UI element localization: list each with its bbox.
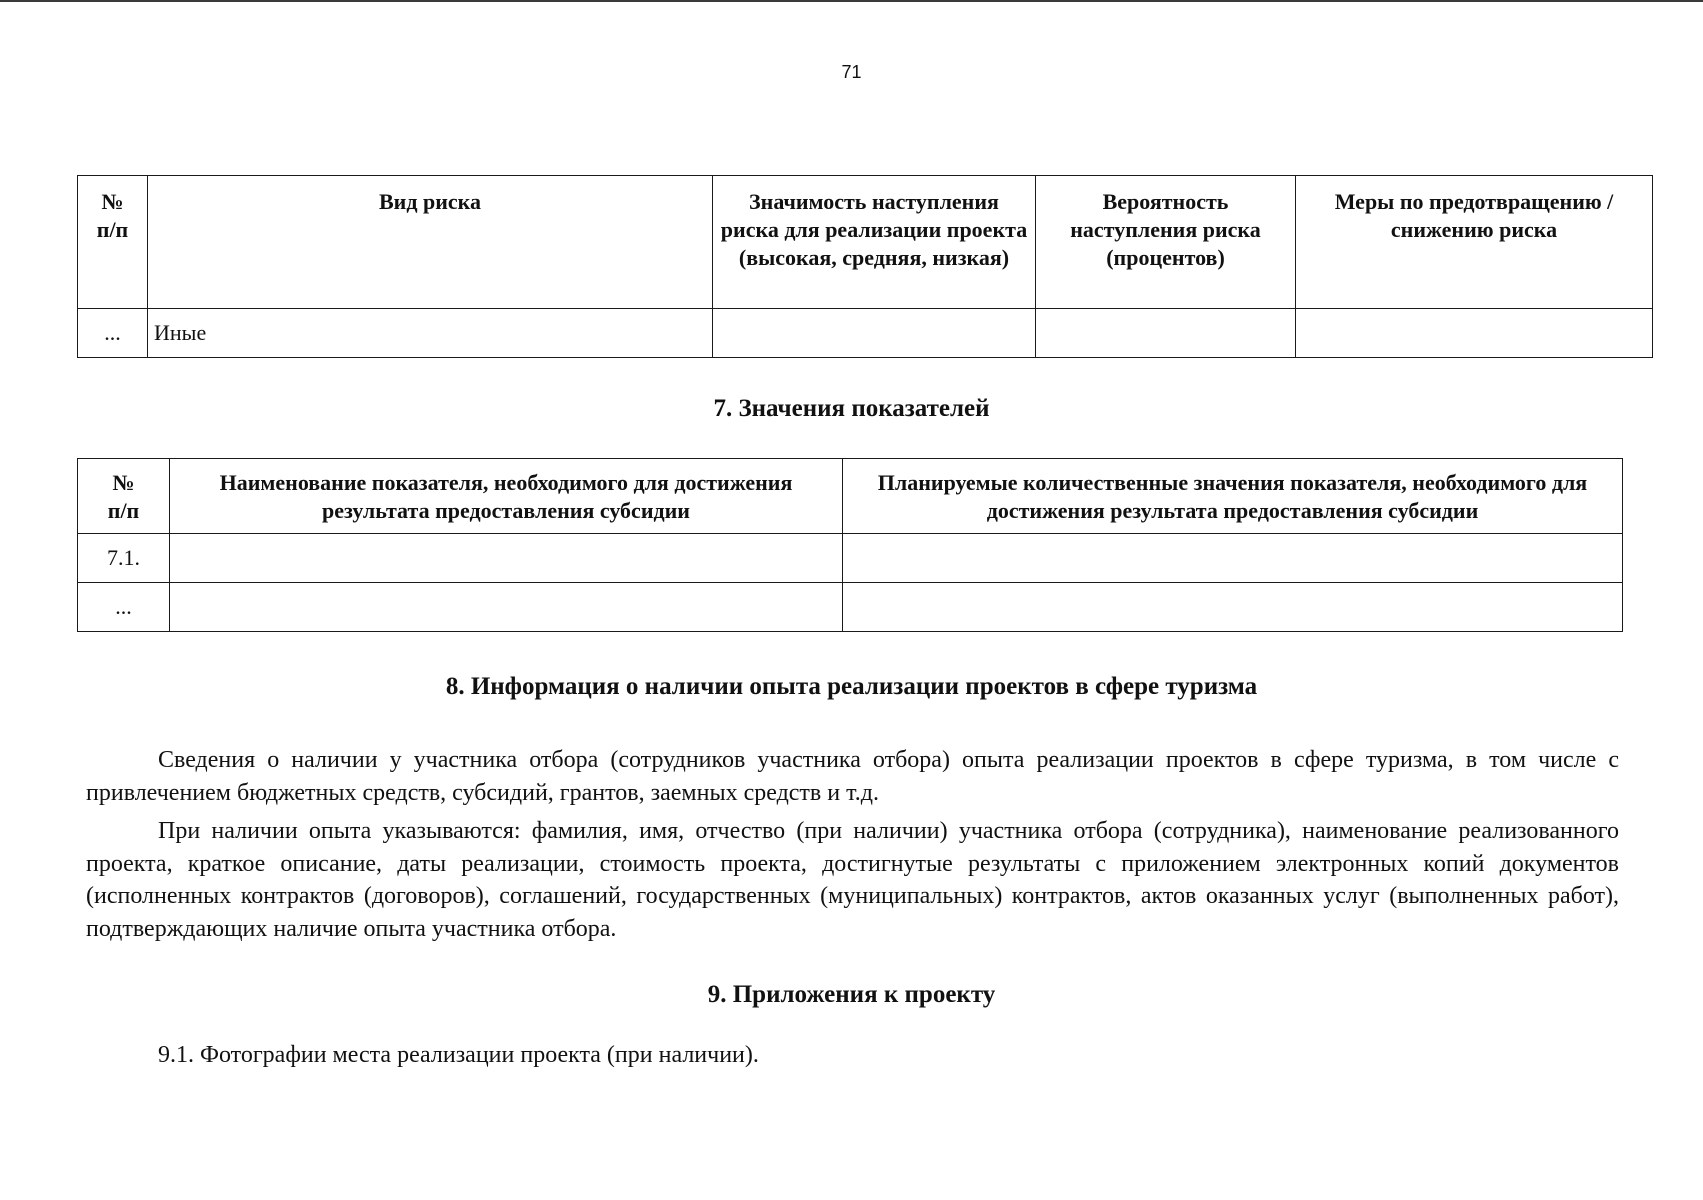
- indicators-row-name: [170, 534, 843, 583]
- section-8-heading: 8. Информация о наличии опыта реализации проектов в сфере туризма: [445, 673, 1258, 700]
- risk-header-number: [78, 176, 148, 309]
- risk-header-probability: Вероятность наступления риска (процентов): [1036, 176, 1296, 309]
- risk-table-header-row: [78, 176, 1653, 309]
- indicators-header-name: Наименование показателя, необходимого для достижения результата предоставления субсидии: [170, 459, 843, 534]
- appendix-item-photos: 9.1. Фотографии места реализации проекта (при наличии).: [158, 1042, 759, 1068]
- indicators-header-number-label: № п/п: [107, 470, 140, 523]
- risk-header-number-label: № п/п: [96, 189, 129, 242]
- section-7-heading: 7. Значения показателей: [713, 395, 990, 422]
- indicators-header-number: [78, 459, 170, 534]
- risk-header-significance: Значимость наступления риска для реализации проекта (высокая, средняя, низкая): [713, 176, 1036, 309]
- table-row: [78, 534, 1623, 583]
- indicators-row-number: ...: [78, 583, 170, 632]
- indicators-table: [77, 458, 1623, 632]
- risk-header-type: Вид риска: [148, 176, 713, 309]
- indicators-row-value: [843, 534, 1623, 583]
- page-number: 71: [841, 62, 862, 82]
- section-8-paragraph-1: Сведения о наличии у участника отбора (сотрудников участника отбора) опыта реализации проектов в сфере туризма, в том числе с привлечением бюджетных средств, субсидий, грантов, заемных средств и т.д.: [86, 747, 1619, 806]
- risk-row-probability: [1036, 309, 1296, 358]
- indicators-row-number: 7.1.: [78, 534, 170, 583]
- indicators-row-name: [170, 583, 843, 632]
- table-row: [78, 583, 1623, 632]
- section-8-paragraph-2: При наличии опыта указываются: фамилия, имя, отчество (при наличии) участника отбора (сотрудника), наименование реализованного проекта, краткое описание, даты реализации, стоимость проекта, достигнутые результаты с приложением электронных копий документов (исполненных контрактов (договоров), соглашений, государственных (муниципальных) контрактов, актов оказанных услуг (выполненных работ), подтверждающих наличие опыта участника отбора.: [86, 818, 1619, 942]
- risk-row-number: ...: [78, 309, 148, 358]
- risk-row-measures: [1296, 309, 1653, 358]
- indicators-header-row: [78, 459, 1623, 534]
- section-9-heading: 9. Приложения к проекту: [707, 981, 996, 1008]
- table-row: [78, 309, 1653, 358]
- risk-row-significance: [713, 309, 1036, 358]
- indicators-row-value: [843, 583, 1623, 632]
- risk-header-measures: Меры по предотвращению / снижению риска: [1296, 176, 1653, 309]
- indicators-header-planned-values: Планируемые количественные значения показателя, необходимого для достижения результата предоставления субсидии: [843, 459, 1623, 534]
- risk-row-type: Иные: [148, 309, 713, 358]
- risk-table: [77, 175, 1653, 358]
- top-border-line: [0, 0, 1703, 2]
